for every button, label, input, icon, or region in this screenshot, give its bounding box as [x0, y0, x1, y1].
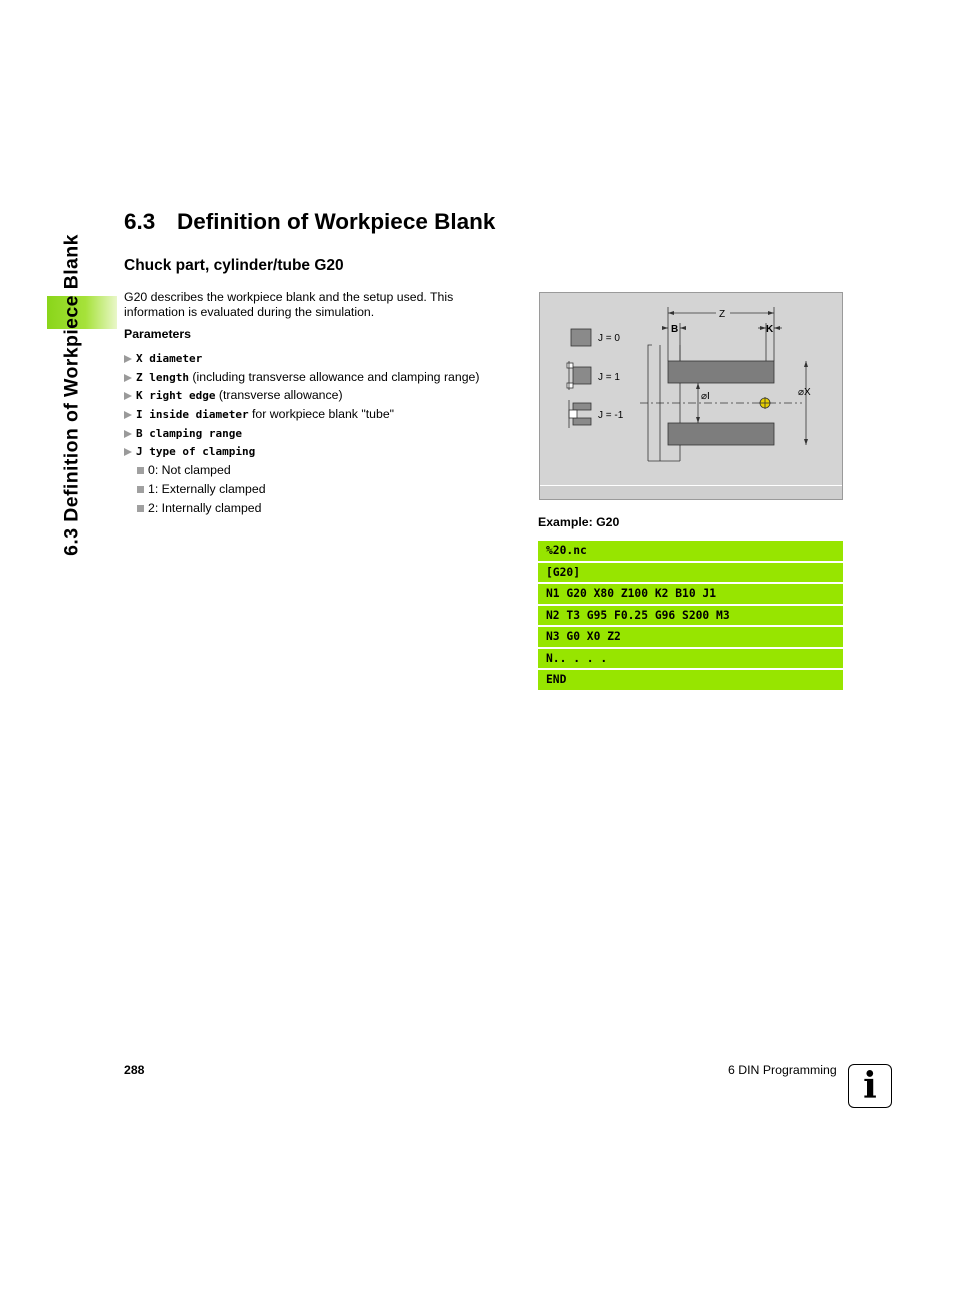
parameter-item — [124, 405, 524, 424]
parameter-code: Z length — [136, 370, 189, 384]
page-number: 288 — [124, 1063, 145, 1077]
parameter-desc: (transverse allowance) — [215, 388, 343, 403]
triangle-bullet-icon — [124, 411, 132, 419]
clamp-internal-icon — [569, 400, 591, 428]
intro-paragraph: G20 describes the workpiece blank and the setup used. This information is evaluated during the simulation. — [124, 290, 454, 319]
triangle-bullet-icon — [124, 430, 132, 438]
example-caption: Example: G20 — [538, 515, 620, 529]
parameter-desc: (including transverse allowance and clamping range) — [188, 369, 480, 384]
parameter-item — [124, 349, 524, 368]
figure-strip-line — [540, 485, 842, 486]
workpiece-blank-figure — [539, 292, 843, 500]
option-text: 0: Not clamped — [148, 463, 231, 478]
subsection-title: Chuck part, cylinder/tube G20 — [124, 257, 344, 274]
option-text: 1: Externally clamped — [148, 481, 266, 496]
tube-wall-bottom — [668, 423, 774, 445]
figure-strip — [540, 486, 842, 499]
dim-z-arrow-right — [768, 311, 774, 315]
info-glyph: i — [863, 1065, 877, 1107]
label-x: ⌀X — [798, 387, 811, 398]
dim-b-arrow-right — [680, 326, 686, 330]
info-icon — [848, 1064, 892, 1108]
square-bullet-icon — [137, 467, 144, 474]
parameter-desc: for workpiece blank "tube" — [248, 407, 395, 422]
parameter-code: J type of clamping — [136, 445, 256, 459]
triangle-bullet-icon — [124, 448, 132, 456]
parameter-code: I inside diameter — [136, 408, 249, 422]
label-j1: J = 1 — [598, 372, 620, 383]
dim-b-arrow-left — [662, 326, 668, 330]
parameter-code: K right edge — [136, 389, 216, 403]
label-i: ⌀I — [701, 391, 710, 402]
code-line: N1 G20 X80 Z100 K2 B10 J1 — [538, 584, 843, 604]
workpiece-blank-diagram — [540, 293, 842, 499]
code-line: END — [538, 670, 843, 690]
dim-x-arrow-bottom — [804, 439, 808, 445]
section-title-text: Definition of Workpiece Blank — [177, 209, 496, 234]
section-number: 6.3 — [124, 209, 156, 234]
code-line: N.. . . . — [538, 649, 843, 669]
option-item — [124, 499, 524, 518]
option-item — [124, 461, 524, 480]
parameter-code: B clamping range — [136, 426, 242, 440]
parameter-item — [124, 442, 524, 461]
code-line: N3 G0 X0 Z2 — [538, 627, 843, 647]
dim-k-arrow-right — [774, 326, 780, 330]
tube-wall-top — [668, 361, 774, 383]
label-k: K — [766, 324, 774, 335]
code-line: N2 T3 G95 F0.25 G96 S200 M3 — [538, 606, 843, 626]
parameter-item — [124, 386, 524, 405]
dim-i-arrow-top — [696, 383, 700, 389]
label-jm1: J = -1 — [598, 410, 624, 421]
side-chapter-title-text: 6.3 Definition of Workpiece Blank — [60, 234, 83, 556]
clamp-external-icon — [567, 361, 591, 390]
parameters-heading: Parameters — [124, 327, 191, 341]
triangle-bullet-icon — [124, 392, 132, 400]
code-line: [G20] — [538, 563, 843, 583]
dim-i-arrow-bottom — [696, 417, 700, 423]
zero-point-icon — [759, 397, 771, 409]
triangle-bullet-icon — [124, 355, 132, 363]
parameter-list — [124, 349, 524, 517]
label-b: B — [671, 324, 679, 335]
option-item — [124, 480, 524, 499]
clamp-none-icon — [571, 329, 591, 346]
label-z: Z — [719, 309, 726, 320]
dim-z-arrow-left — [668, 311, 674, 315]
parameter-code: X diameter — [136, 352, 203, 365]
square-bullet-icon — [137, 486, 144, 493]
option-text: 2: Internally clamped — [148, 500, 262, 515]
example-code-block — [538, 541, 843, 692]
dim-x-arrow-top — [804, 361, 808, 367]
label-j0: J = 0 — [598, 333, 620, 344]
section-title — [124, 209, 495, 235]
triangle-bullet-icon — [124, 374, 132, 382]
parameter-item — [124, 424, 524, 443]
chapter-label: 6 DIN Programming — [728, 1063, 837, 1077]
code-line: %20.nc — [538, 541, 843, 561]
parameter-item — [124, 368, 524, 387]
square-bullet-icon — [137, 505, 144, 512]
